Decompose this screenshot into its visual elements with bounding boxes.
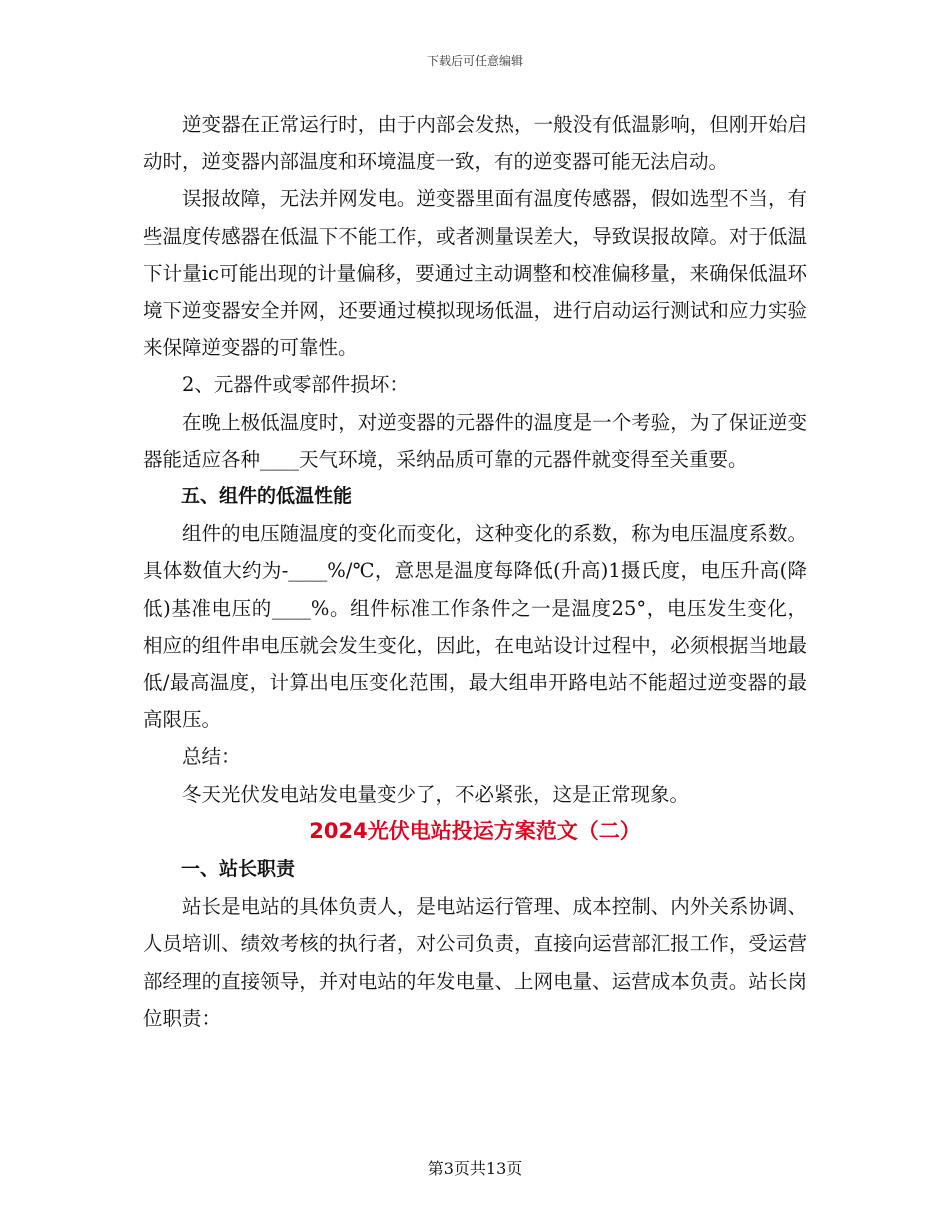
section-heading: 一、站长职责 (181, 858, 296, 881)
paragraph: 站长是电站的具体负责人，是电站运行管理、成本控制、内外关系协调、人员培训、绩效考核的执行者，对公司负责，直接向运营部汇报工作，受运营部经理的直接领导，并对电站的年发电量、上网电量、运营成本负责。站长岗位职责： (143, 895, 807, 1030)
document-body (143, 106, 807, 1037)
paragraph: 在晚上极低温度时，对逆变器的元器件的温度是一个考验，为了保证逆变器能适应各种____天气环境，采纳品质可靠的元器件就变得至关重要。 (143, 410, 807, 471)
paragraph: 总结： (182, 745, 241, 769)
paragraph: 逆变器在正常运行时，由于内部会发热，一般没有低温影响，但刚开始启动时，逆变器内部温度和环境温度一致，有的逆变器可能无法启动。 (143, 113, 807, 174)
paragraph: 组件的电压随温度的变化而变化，这种变化的系数，称为电压温度系数。具体数值大约为-____%/℃，意思是温度每降低(升高)1摄氏度，电压升高(降低)基准电压的____%。组件标准工作条件之一是温度25°，电压发生变化，相应的组件串电压就会发生变化，因此，在电站设计过程中，必须根据当地最低/最高温度，计算出电压变化范围，最大组串开路电站不能超过逆变器的最高限压。 (143, 522, 807, 732)
page-footer: 第3页共13页 (427, 1159, 523, 1178)
document-title: 2024光伏电站投运方案范文（二） (309, 818, 641, 843)
section-heading: 五、组件的低温性能 (181, 485, 353, 508)
paragraph: 2、元器件或零部件损坏： (182, 373, 409, 397)
page-header: 下载后可任意编辑 (426, 54, 523, 68)
paragraph: 误报故障，无法并网发电。逆变器里面有温度传感器，假如选型不当，有些温度传感器在低温下不能工作，或者测量误差大，导致误报故障。对于低温下计量ic可能出现的计量偏移，要通过主动调整和校准偏移量，来确保低温环境下逆变器安全并网，还要通过模拟现场低温，进行启动运行测试和应力实验来保障逆变器的可靠性。 (143, 187, 807, 360)
paragraph: 冬天光伏发电站发电量变少了，不必紧张，这是正常现象。 (182, 782, 690, 806)
